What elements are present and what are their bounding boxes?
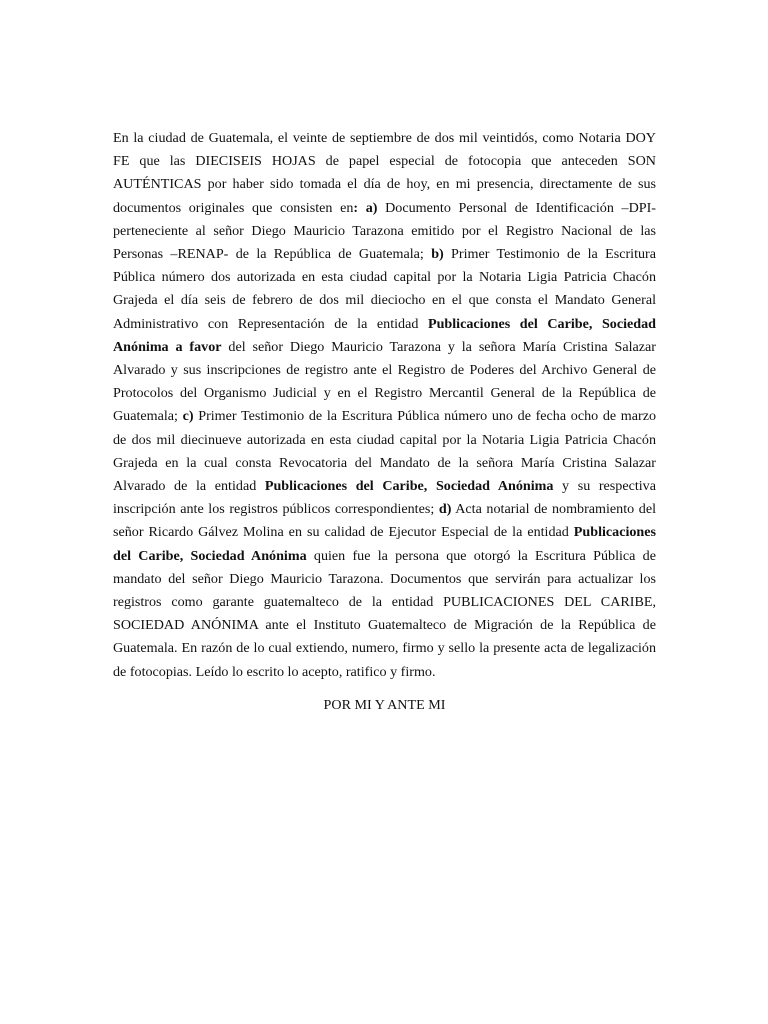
bold-text-segment: Publicaciones del Caribe, Sociedad Anónima [113,524,656,564]
text-segment: Documento Personal de Identificación –DPI- perteneciente al señor Diego Mauricio Tarazona emitido por el Registro Nacional de las Personas –RENAP- de la República de Guatemala; [113,199,656,263]
bold-text-segment: c) [182,408,194,425]
text-segment: Acta notarial de nombramiento del señor Ricardo Gálvez Molina en su calidad de Ejecutor Especial de la entidad [113,501,656,541]
text-segment: y su respectiva inscripción ante los registros públicos correspondientes; [113,478,656,518]
closing-line: POR MI Y ANTE MI [323,697,446,713]
text-segment: Primer Testimonio de la Escritura Pública número uno de fecha ocho de marzo de dos mil diecinueve autorizada en esta ciudad capital por la Notaria Ligia Patricia Chacón Grajeda en la cual consta Revocatoria del Mandato de la señora María Cristina Salazar Alvarado de la entidad [113,408,657,495]
paragraph-body [113,127,656,684]
bold-text-segment: : a) [353,199,378,216]
text-segment: En la ciudad de Guatemala, el veinte de septiembre de dos mil veintidós, como Notaria DOY FE que las DIECISEIS HOJAS de papel especial de fotocopia que anteceden SON AUTÉNTICAS por haber sido tomada el día de hoy, en mi presencia, directamente de sus documentos originales que consisten en [113,130,656,216]
bold-text-segment: d) [438,501,452,518]
text-segment: del señor Diego Mauricio Tarazona y la señora María Cristina Salazar Alvarado y sus inscripciones de registro ante el Registro de Poderes del Archivo General de Protocolos del Organismo Judicial y en el Registro Mercantil General de la República de Guatemala; [113,338,656,425]
text-segment: quien fue la persona que otorgó la Escritura Pública de mandato del señor Diego Mauricio Tarazona. Documentos que servirán para actualizar los registros como garante guatemalteco de la entidad PUBLICACIONES DEL CARIBE, SOCIEDAD ANÓNIMA ante el Instituto Guatemalteco de Migración de la República de Guatemala. En razón de lo cual extiendo, numero, firmo y sello la presente acta de legalización de fotocopias. Leído lo escrito lo acepto, ratifico y firmo. [113,547,656,680]
bold-text-segment: b) [431,246,444,263]
bold-text-segment: Publicaciones del Caribe, Sociedad Anónima [264,478,554,495]
text-segment: Primer Testimonio de la Escritura Pública número dos autorizada en esta ciudad capital por la Notaria Ligia Patricia Chacón Grajeda el día seis de febrero de dos mil dieciocho en el que consta el Mandato General Administrativo con Representación de la entidad [113,246,657,332]
legalization-paragraph [113,127,656,684]
bold-text-segment: Publicaciones del Caribe, Sociedad Anónima a favor [113,315,656,355]
